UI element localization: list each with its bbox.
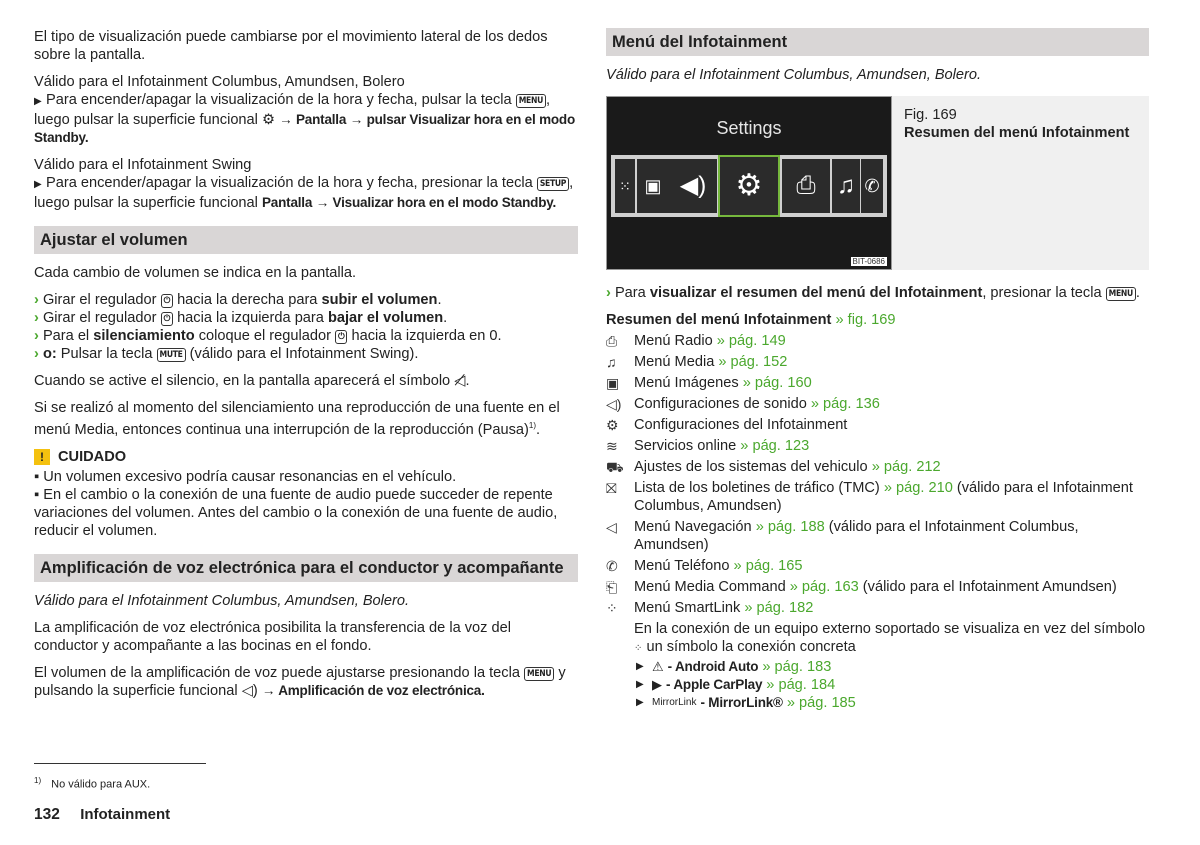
menu-item-label: Menú Media Command [634, 579, 786, 595]
infotainment-menu-heading: Menú del Infotainment [606, 28, 1149, 56]
chevron-right-icon: › [34, 328, 39, 344]
menu-list-item [606, 437, 1149, 455]
menu-item-label: Menú Imágenes [634, 375, 739, 391]
online-icon: ≋ [606, 438, 618, 454]
menu-list-item [606, 557, 1149, 575]
section-name: Infotainment [80, 806, 171, 823]
page-reference-link[interactable]: » pág. 184 [766, 677, 836, 693]
smartlink-subitem [636, 694, 1149, 712]
menu-item-label: Configuraciones del Infotainment [634, 417, 848, 433]
smartlink-subitem [636, 658, 1149, 676]
radio-icon: ⎙ [606, 333, 618, 349]
smartlink-icon: ⁘ [634, 643, 643, 654]
summary-link[interactable]: » fig. 169 [835, 312, 896, 328]
chevron-right-icon: › [34, 346, 39, 362]
menu-list-item [606, 578, 1149, 596]
page-reference-link[interactable]: » pág. 210 [883, 480, 953, 496]
amplification-valid: Válido para el Infotainment Columbus, Amundsen, Bolero. [34, 592, 410, 609]
figure-169 [606, 96, 1149, 270]
summary-label: Resumen del menú Infotainment » fig. 169 [606, 312, 896, 328]
chevron-right-icon: › [606, 285, 611, 301]
right-column [606, 28, 1149, 712]
bullet-triangle-icon: ▶ [34, 179, 42, 190]
menu-key: MENU [516, 94, 546, 108]
bullet-triangle-icon: ▶ [636, 661, 644, 672]
left-column [34, 28, 578, 700]
menu-item-label: Servicios online [634, 438, 737, 454]
grid-icon: ⁙ [615, 159, 635, 213]
volume-item-up: › Girar el regulador ⏻ hacia la derecha para subir el volumen. [34, 292, 442, 308]
speaker-icon: ◁) [241, 682, 258, 699]
menu-list-item [606, 518, 1149, 554]
intro-text: El tipo de visualización puede cambiarse por el movimiento lateral de los dedos sobre la pantalla. [34, 29, 548, 63]
caution-item: ▪ En el cambio o la conexión de una fuente de audio puede succeder de repente variaciones del volumen. Antes del cambio o la conexión de una fuente de audio, reducir el volumen. [34, 486, 558, 539]
sound-icon: ◁) [606, 396, 622, 412]
smartlink-label: - Apple CarPlay [666, 677, 763, 692]
page-reference-link[interactable]: » pág. 160 [742, 375, 812, 391]
infotainment-valid: Válido para el Infotainment Columbus, Amundsen, Bolero. [606, 67, 982, 83]
menu-instruction: › Para visualizar el resumen del menú del Infotainment, presionar la tecla MENU . [606, 285, 1140, 301]
bullet-triangle-icon: ▶ [34, 96, 42, 107]
menu-item-label: Menú Media [634, 354, 715, 370]
mute-key: MUTE [157, 348, 186, 362]
menu-list-item [606, 374, 1149, 392]
menu-item-label: Menú Navegación [634, 519, 752, 535]
sound-icon: ◀) [669, 159, 717, 213]
music-icon: ♫ [832, 159, 860, 213]
volume-heading: Ajustar el volumen [34, 226, 578, 254]
media-icon: ♫ [606, 354, 617, 370]
menu-key: MENU [1106, 287, 1136, 301]
smartlink-label: - MirrorLink® [700, 695, 783, 710]
mirrorlink-icon: MirrorLink [652, 697, 697, 708]
settings-icon: ⚙ [606, 417, 619, 433]
traffic-icon: ⛝ [606, 480, 617, 496]
menu-list-item [606, 395, 1149, 413]
menu-list-item [606, 353, 1149, 371]
page-number: 132 [34, 806, 60, 823]
page-reference-link[interactable]: » pág. 163 [789, 579, 859, 595]
radio-icon: ⎙ [782, 159, 830, 213]
phone-icon: ✆ [606, 558, 618, 574]
android-auto-icon: ⚠ [652, 659, 664, 674]
menu-list-item [606, 332, 1149, 350]
step-swing: ▶ Para encender/apagar la visualización de la hora y fecha, presionar la tecla SETUP , luego pulsar la superficie funcional Pantalla → Visualizar hora en el modo Standby. [34, 175, 574, 211]
smartlink-label: - Android Auto [667, 659, 759, 674]
caution-item: ▪ Un volumen excesivo podría causar resonancias en el vehículo. [34, 468, 457, 485]
knob-icon: ⏻ [335, 330, 347, 344]
smartlink-desc: En la conexión de un equipo externo soportado se visualiza en vez del símbolo ⁘ un símbolo la conexión concreta [634, 621, 1146, 655]
smartlink-icon: ⁘ [606, 600, 618, 616]
amplification-adjust: El volumen de la amplificación de voz puede ajustarse presionando la tecla MENU y pulsando la superficie funcional ◁) → Amplificación de voz electrónica. [34, 664, 566, 699]
settings-screenshot [606, 96, 892, 270]
menu-list-item [606, 458, 1149, 476]
mute-note: Cuando se active el silencio, en la pantalla aparecerá el símbolo ◁̸. [34, 373, 470, 389]
menu-item-label: Lista de los boletines de tráfico (TMC) [634, 480, 880, 496]
step-columbus: ▶ Para encender/apagar la visualización de la hora y fecha, pulsar la tecla MENU , luego pulsar la superficie funcional ⚙ → Pantalla → pulsar Visualizar hora en el modo Standby. [34, 92, 576, 145]
menu-list [606, 332, 1149, 617]
menu-item-note: (válido para el Infotainment Columbus, Amundsen) [634, 480, 1133, 514]
amplification-text: La amplificación de voz electrónica posibilita la transferencia de la voz del conductor y acompañante a las bocinas en el fondo. [34, 619, 511, 654]
valid-columbus: Válido para el Infotainment Columbus, Amundsen, Bolero [34, 74, 405, 90]
page-reference-link[interactable]: » pág. 165 [733, 558, 803, 574]
setup-key: SETUP [537, 177, 569, 191]
menu-list-item [606, 479, 1149, 515]
bullet-triangle-icon: ▶ [636, 679, 644, 690]
footnote: $^{1)}$ No válido para AUX. [34, 776, 151, 791]
menu-item-label: Menú Radio [634, 333, 713, 349]
menu-key: MENU [524, 667, 554, 681]
settings-gear-icon: ⚙ [718, 155, 780, 217]
warning-icon: ! [34, 449, 50, 465]
footnote-divider [34, 763, 206, 764]
menu-item-label: Menú Teléfono [634, 558, 730, 574]
vehicle-icon: ⛟ [606, 459, 624, 475]
navigation-icon: ◁ [606, 519, 617, 535]
volume-intro: Cada cambio de volumen se indica en la pantalla. [34, 265, 357, 281]
figure-title: Resumen del menú Infotainment [904, 125, 1130, 141]
knob-icon: ⏻ [161, 294, 173, 308]
page-reference-link[interactable]: » pág. 152 [718, 354, 788, 370]
menu-list-item [606, 416, 1149, 434]
page-reference-link[interactable]: » pág. 123 [740, 438, 810, 454]
carplay-icon: ▶ [652, 677, 662, 692]
chevron-right-icon: › [34, 292, 39, 308]
menu-item-note: (válido para el Infotainment Columbus, Amundsen) [634, 519, 1079, 553]
chevron-right-icon: › [34, 310, 39, 326]
page-reference-link[interactable]: » pág. 183 [762, 659, 832, 675]
bullet-triangle-icon: ▶ [636, 697, 644, 708]
volume-item-mute-key: › o: Pulsar la tecla MUTE (válido para el Infotainment Swing). [34, 346, 419, 362]
page-reference-link[interactable]: » pág. 212 [871, 459, 941, 475]
menu-item-label: Configuraciones de sonido [634, 396, 807, 412]
page-reference-link[interactable]: » pág. 149 [716, 333, 786, 349]
amplification-heading: Amplificación de voz electrónica para el conductor y acompañante [34, 554, 578, 582]
page-reference-link[interactable]: » pág. 136 [810, 396, 880, 412]
volume-item-down: › Girar el regulador ⏻ hacia la izquierda para bajar el volumen. [34, 310, 448, 326]
page-footer [34, 806, 170, 824]
smartlink-sublist [606, 658, 1149, 712]
media-command-icon: ⎗ [606, 579, 618, 595]
page-reference-link[interactable]: » pág. 182 [744, 600, 814, 616]
volume-item-mute: › Para el silenciamiento coloque el regulador ⏻ hacia la izquierda en 0. [34, 328, 502, 344]
phone-icon: ✆ [861, 159, 883, 213]
images-icon: ▣ [637, 159, 669, 213]
knob-icon: ⏻ [161, 312, 173, 326]
caution-title: ! CUIDADO [34, 448, 578, 466]
menu-item-label: Menú SmartLink [634, 600, 741, 616]
page-reference-link[interactable]: » pág. 185 [786, 695, 856, 711]
images-icon: ▣ [606, 375, 620, 391]
figure-caption [892, 96, 1141, 270]
smartlink-subitem [636, 676, 1149, 694]
settings-icon: ⚙ [261, 112, 276, 128]
menu-list-item [606, 599, 1149, 617]
menu-item-note: (válido para el Infotainment Amundsen) [862, 579, 1117, 595]
figure-number: Fig. 169 [904, 107, 957, 123]
menu-item-label: Ajustes de los sistemas del vehiculo [634, 459, 868, 475]
page-reference-link[interactable]: » pág. 188 [755, 519, 825, 535]
valid-swing: Válido para el Infotainment Swing [34, 157, 252, 173]
mute-symbol-icon: ◁̸ [454, 373, 466, 389]
image-code: BIT-0686 [852, 257, 885, 266]
screen-title: Settings [716, 118, 782, 138]
media-note: Si se realizó al momento del silenciamiento una reproducción de una fuente en el menú Media, entonces continua una interrupción de la reproducción (Pausa)$^{1)}$. [34, 400, 560, 438]
